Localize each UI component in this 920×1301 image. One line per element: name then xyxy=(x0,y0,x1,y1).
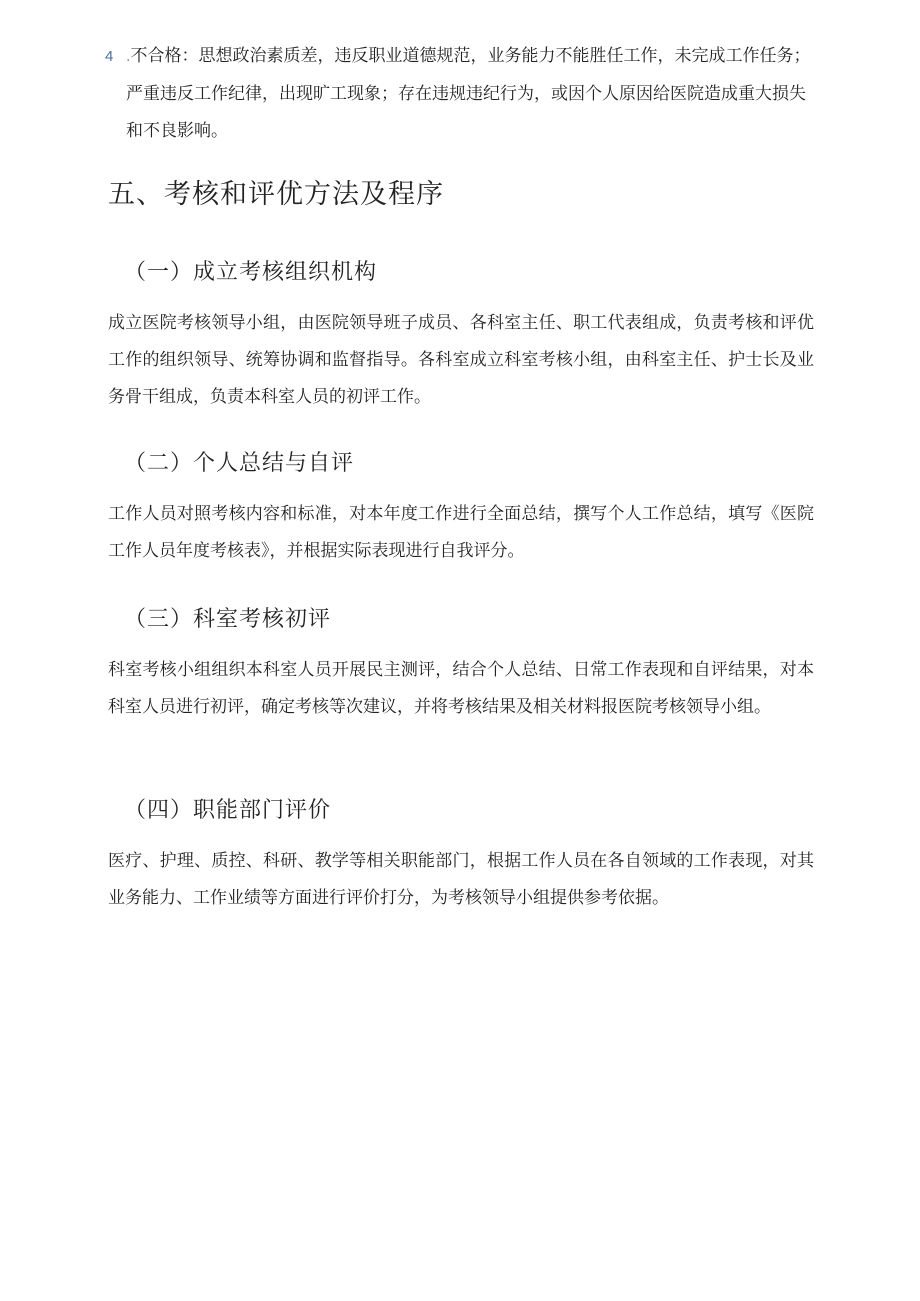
subsection-body-3: 科室考核小组组织本科室人员开展民主测评，结合个人总结、日常工作表现和自评结果，对本科室人员进行初评，确定考核等次建议，并将考核结果及相关材料报医院考核领导小组。 xyxy=(108,660,814,717)
subsection-heading-1: （一）成立考核组织机构 xyxy=(124,260,378,285)
subsection-heading-3: （三）科室考核初评 xyxy=(124,607,332,632)
subsection-body-4: 医疗、护理、质控、科研、教学等相关职能部门，根据工作人员在各自领域的工作表现，对其业务能力、工作业绩等方面进行评价打分，为考核领导小组提供参考依据。 xyxy=(108,851,814,908)
list-item-body: 不合格：思想政治素质差，违反职业道德规范，业务能力不能胜任工作，未完成工作任务；严重违反工作纪律，出现旷工现象；存在违规违纪行为，或因个人原因给医院造成重大损失和不良影响。 xyxy=(126,46,811,141)
subsection-body-1: 成立医院考核领导小组，由医院领导班子成员、各科室主任、职工代表组成，负责考核和评优工作的组织领导、统筹协调和监督指导。各科室成立科室考核小组，由科室主任、护士长及业务骨干组成，负责本科室人员的初评工作。 xyxy=(108,313,814,407)
subsection-heading-4: （四）职能部门评价 xyxy=(124,798,332,823)
list-item xyxy=(105,38,814,150)
subsection-heading-2: （二）个人总结与自评 xyxy=(124,451,355,476)
section-title: 五、考核和评优方法及程序 xyxy=(108,179,444,210)
subsection-body-2: 工作人员对照考核内容和标准，对本年度工作进行全面总结，撰写个人工作总结，填写《医院工作人员年度考核表》，并根据实际表现进行自我评分。 xyxy=(108,504,814,561)
list-number: 4 xyxy=(105,48,114,65)
list-item-text xyxy=(108,38,814,150)
list-dot: . xyxy=(126,49,131,65)
